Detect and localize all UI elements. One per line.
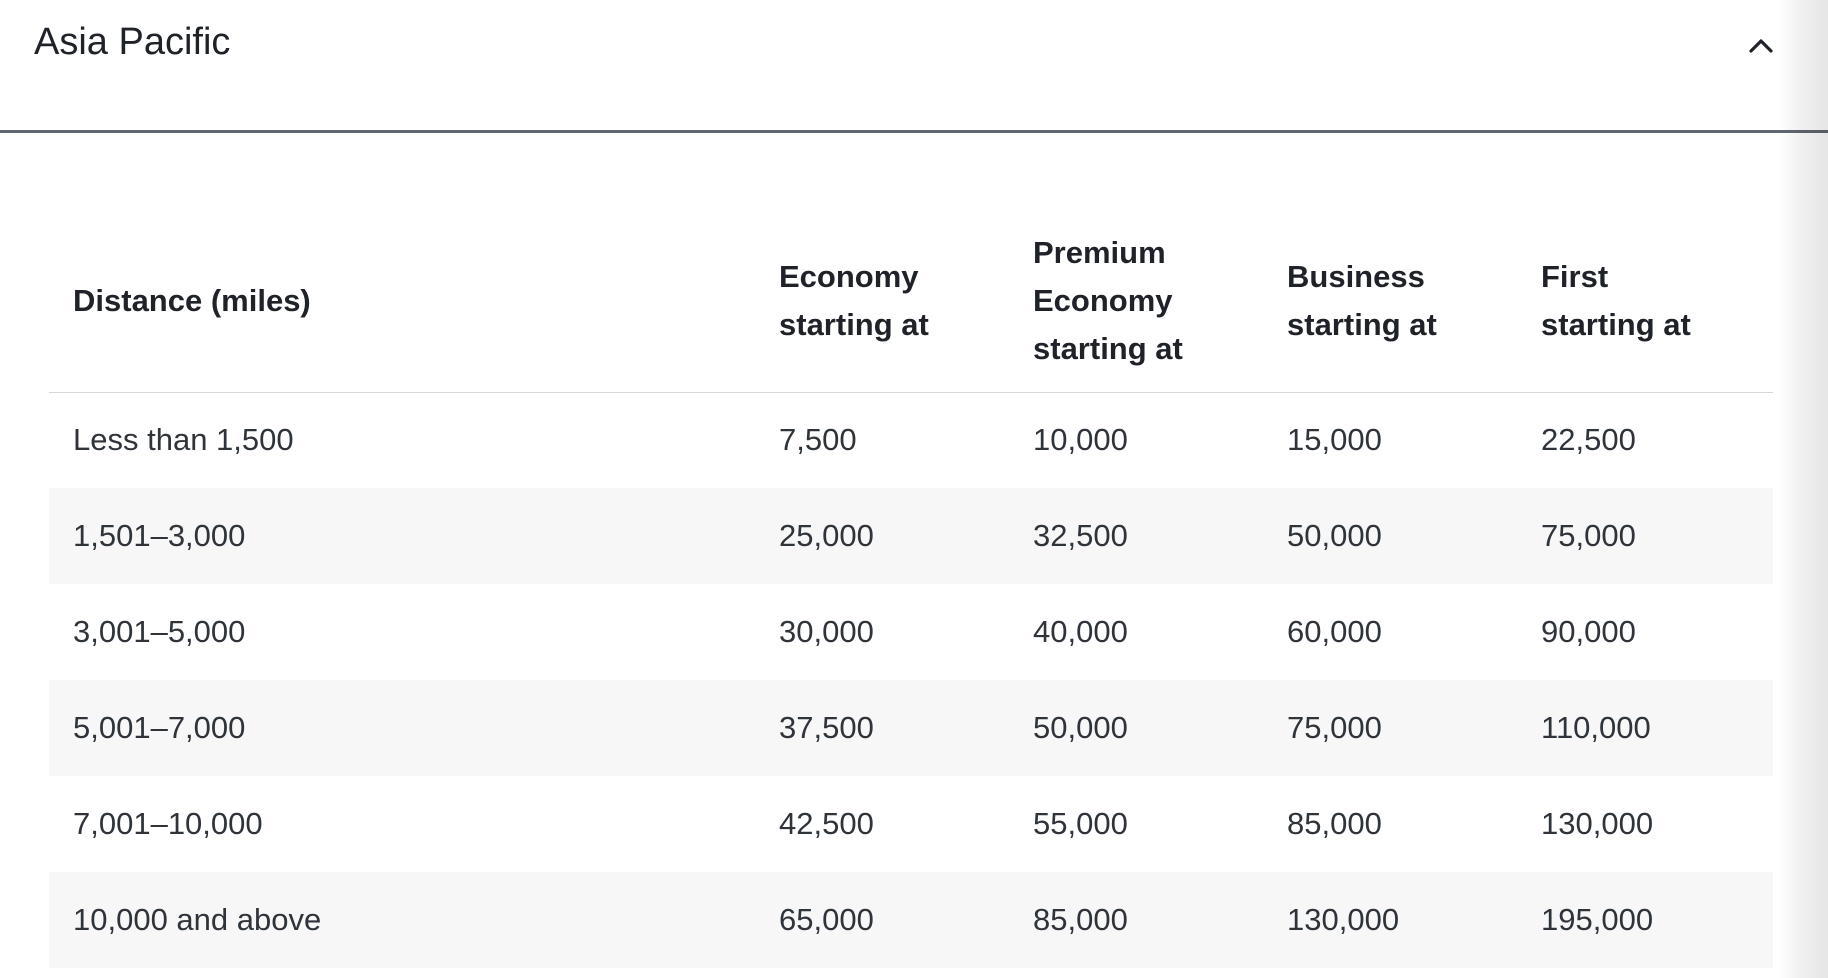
header-economy-line: Economy (779, 258, 919, 294)
cell-premium-economy: 32,500 (1009, 488, 1263, 584)
header-distance-line: Distance (miles) (73, 282, 311, 318)
header-premium-economy-line: Premium (1033, 234, 1166, 270)
cell-business: 85,000 (1287, 806, 1382, 841)
cell-first: 22,500 (1541, 422, 1636, 458)
header-first-line: starting at (1541, 306, 1691, 342)
cell-economy: 7,500 (779, 422, 857, 458)
cell-distance: 10,000 and above (49, 872, 755, 968)
cell-distance: Less than 1,500 (73, 422, 294, 458)
cell-business: 75,000 (1263, 680, 1517, 776)
cell-premium-economy: 50,000 (1009, 680, 1263, 776)
header-premium-economy-line: Economy (1033, 282, 1173, 318)
cell-distance: 5,001–7,000 (49, 680, 755, 776)
header-business-line: Business (1287, 258, 1425, 294)
header-economy-line: starting at (779, 306, 929, 342)
header-distance (49, 210, 755, 392)
cell-premium-economy: 55,000 (1033, 806, 1128, 841)
cell-first: 130,000 (1541, 806, 1654, 841)
cell-business: 60,000 (1287, 614, 1382, 649)
cell-economy: 42,500 (779, 806, 874, 841)
table-row (49, 872, 1773, 968)
cell-distance: 1,501–3,000 (49, 488, 755, 584)
cell-business: 15,000 (1287, 422, 1382, 458)
section-title: Asia Pacific (34, 21, 231, 63)
header-premium-economy (1009, 210, 1263, 392)
table-row (49, 776, 1773, 872)
table-header-row (49, 210, 1773, 392)
accordion-header-asia-pacific[interactable] (0, 0, 1828, 133)
cell-economy: 25,000 (755, 488, 1009, 584)
cell-first: 75,000 (1517, 488, 1773, 584)
table-row (49, 392, 1773, 488)
chevron-up-icon[interactable] (1744, 30, 1778, 58)
cell-business: 130,000 (1263, 872, 1517, 968)
cell-economy: 30,000 (779, 614, 874, 649)
cell-distance: 3,001–5,000 (73, 614, 246, 649)
cell-premium-economy: 85,000 (1009, 872, 1263, 968)
cell-first: 195,000 (1517, 872, 1773, 968)
page-edge-shadow (1778, 0, 1828, 978)
cell-economy: 65,000 (755, 872, 1009, 968)
cell-business: 50,000 (1263, 488, 1517, 584)
table-row (49, 488, 1773, 584)
cell-economy: 37,500 (755, 680, 1009, 776)
header-first-line: First (1541, 258, 1609, 294)
table-row (49, 584, 1773, 680)
cell-first: 90,000 (1541, 614, 1636, 649)
header-business-line: starting at (1287, 306, 1437, 342)
header-first (1517, 210, 1773, 392)
table-row (49, 680, 1773, 776)
header-business (1263, 210, 1517, 392)
cell-premium-economy: 10,000 (1033, 422, 1128, 458)
cell-distance: 7,001–10,000 (73, 806, 263, 841)
header-premium-economy-line: starting at (1033, 330, 1183, 366)
cell-first: 110,000 (1517, 680, 1773, 776)
cell-premium-economy: 40,000 (1033, 614, 1128, 649)
award-chart-table (49, 210, 1773, 968)
header-economy (755, 210, 1009, 392)
